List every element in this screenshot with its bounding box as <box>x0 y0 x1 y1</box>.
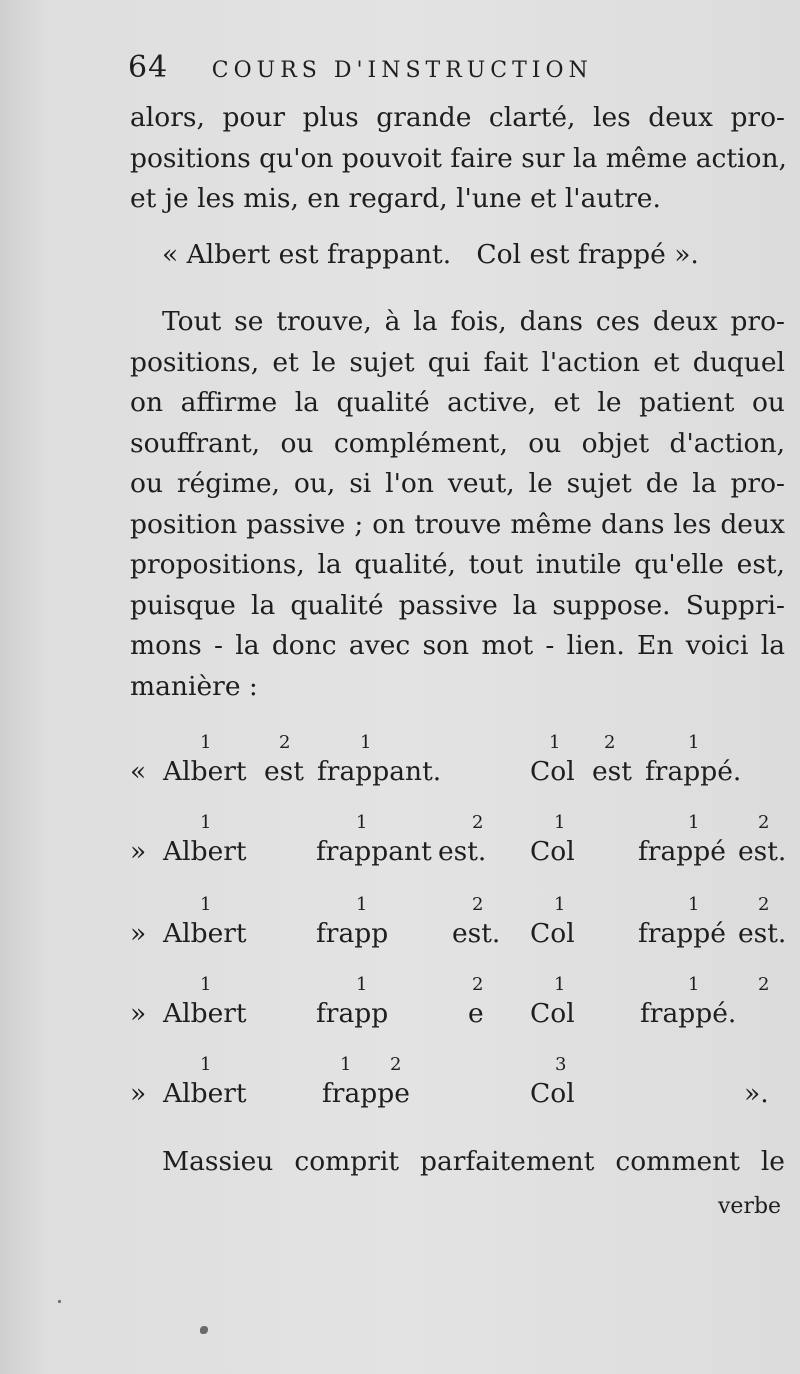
analysis-word: est. <box>452 918 501 949</box>
analysis-number: 1 <box>688 732 700 753</box>
analysis-word: Col <box>530 1078 575 1109</box>
analysis-word: est <box>264 756 304 787</box>
analysis-word: frapp <box>316 918 389 949</box>
analysis-number: 1 <box>688 812 700 833</box>
ink-speck <box>200 1326 208 1334</box>
text-line: propositions, la qualité, tout inutile qu'elle est, <box>130 549 785 580</box>
analysis-word: Albert <box>163 836 247 867</box>
analysis-word: Albert <box>163 918 247 949</box>
text-line: Tout se trouve, à la fois, dans ces deux pro- <box>162 306 785 337</box>
analysis-number: 2 <box>472 812 484 833</box>
text-line: et je les mis, en regard, l'une et l'autre. <box>130 183 661 214</box>
analysis-word: frappé. <box>645 756 742 787</box>
analysis-word: frappant. <box>317 756 442 787</box>
running-header <box>128 50 593 85</box>
analysis-number: 2 <box>758 974 770 995</box>
text-line: puisque la qualité passive la suppose. Suppri- <box>130 589 785 621</box>
analysis-word: frappé. <box>640 998 737 1029</box>
analysis-number: 2 <box>390 1054 402 1075</box>
analysis-word: Col <box>530 756 575 787</box>
analysis-word: est. <box>738 836 787 867</box>
analysis-number: 1 <box>688 894 700 915</box>
paragraph-3: Massieu comprit parfaitement comment le <box>162 1146 785 1177</box>
analysis-number: 2 <box>604 732 616 753</box>
analysis-number: 1 <box>356 974 368 995</box>
analysis-word: e <box>468 998 484 1029</box>
analysis-number: 2 <box>472 894 484 915</box>
analysis-word: » <box>130 836 147 867</box>
running-title: COURS D'INSTRUCTION <box>211 58 593 83</box>
analysis-word: Albert <box>163 756 247 787</box>
text-line: manière : <box>130 670 258 702</box>
page-number: 64 <box>128 50 169 85</box>
analysis-number: 1 <box>554 974 566 995</box>
example-sentence: « Albert est frappant. Col est frappé ». <box>162 239 699 270</box>
ink-speck <box>58 1300 61 1303</box>
analysis-word: frappé <box>638 918 726 949</box>
analysis-word: Albert <box>163 1078 247 1109</box>
text-line: positions, et le sujet qui fait l'action et duquel <box>130 346 785 378</box>
analysis-number: 1 <box>200 894 212 915</box>
analysis-number: 1 <box>356 812 368 833</box>
text-line: on affirme la qualité active, et le patient ou <box>130 387 785 418</box>
analysis-word: est. <box>438 836 487 867</box>
analysis-word: Col <box>530 918 575 949</box>
analysis-word: frapp <box>316 998 389 1029</box>
catchword: verbe <box>718 1194 782 1219</box>
analysis-number: 1 <box>356 894 368 915</box>
paragraph-1 <box>130 98 785 220</box>
text-line: positions qu'on pouvoit faire sur la même action, <box>130 142 787 174</box>
analysis-number: 1 <box>200 974 212 995</box>
analysis-word: » <box>130 918 147 949</box>
analysis-number: 2 <box>758 812 770 833</box>
analysis-number: 2 <box>279 732 291 753</box>
analysis-word: frappé <box>638 836 726 867</box>
text-line: position passive ; on trouve même dans les deux <box>130 508 785 540</box>
analysis-number: 1 <box>340 1054 352 1075</box>
text-line: mons - la donc avec son mot - lien. En voici la <box>130 630 785 661</box>
analysis-word: est <box>592 756 632 787</box>
text-line: alors, pour plus grande clarté, les deux pro- <box>130 102 785 133</box>
analysis-number: 3 <box>555 1054 567 1075</box>
analysis-number: 1 <box>200 1054 212 1075</box>
analysis-number: 2 <box>472 974 484 995</box>
analysis-word: Col <box>530 836 575 867</box>
analysis-number: 1 <box>200 812 212 833</box>
paragraph-2 <box>130 302 785 707</box>
analysis-number: 1 <box>360 732 372 753</box>
analysis-number: 1 <box>554 812 566 833</box>
analysis-word: Col <box>530 998 575 1029</box>
analysis-word: est. <box>738 918 787 949</box>
analysis-word: » <box>130 998 147 1029</box>
text-line: souffrant, ou complément, ou objet d'action, <box>130 427 785 459</box>
analysis-word: ». <box>744 1078 769 1109</box>
analysis-number: 1 <box>200 732 212 753</box>
analysis-word: frappant <box>316 836 432 867</box>
analysis-word: « <box>130 756 147 787</box>
text-line: ou régime, ou, si l'on veut, le sujet de la pro- <box>130 468 785 499</box>
analysis-word: Albert <box>163 998 247 1029</box>
analysis-number: 1 <box>554 894 566 915</box>
analysis-number: 1 <box>688 974 700 995</box>
analysis-number: 1 <box>549 732 561 753</box>
analysis-number: 2 <box>758 894 770 915</box>
analysis-word: » <box>130 1078 147 1109</box>
analysis-word: frappe <box>322 1078 410 1109</box>
